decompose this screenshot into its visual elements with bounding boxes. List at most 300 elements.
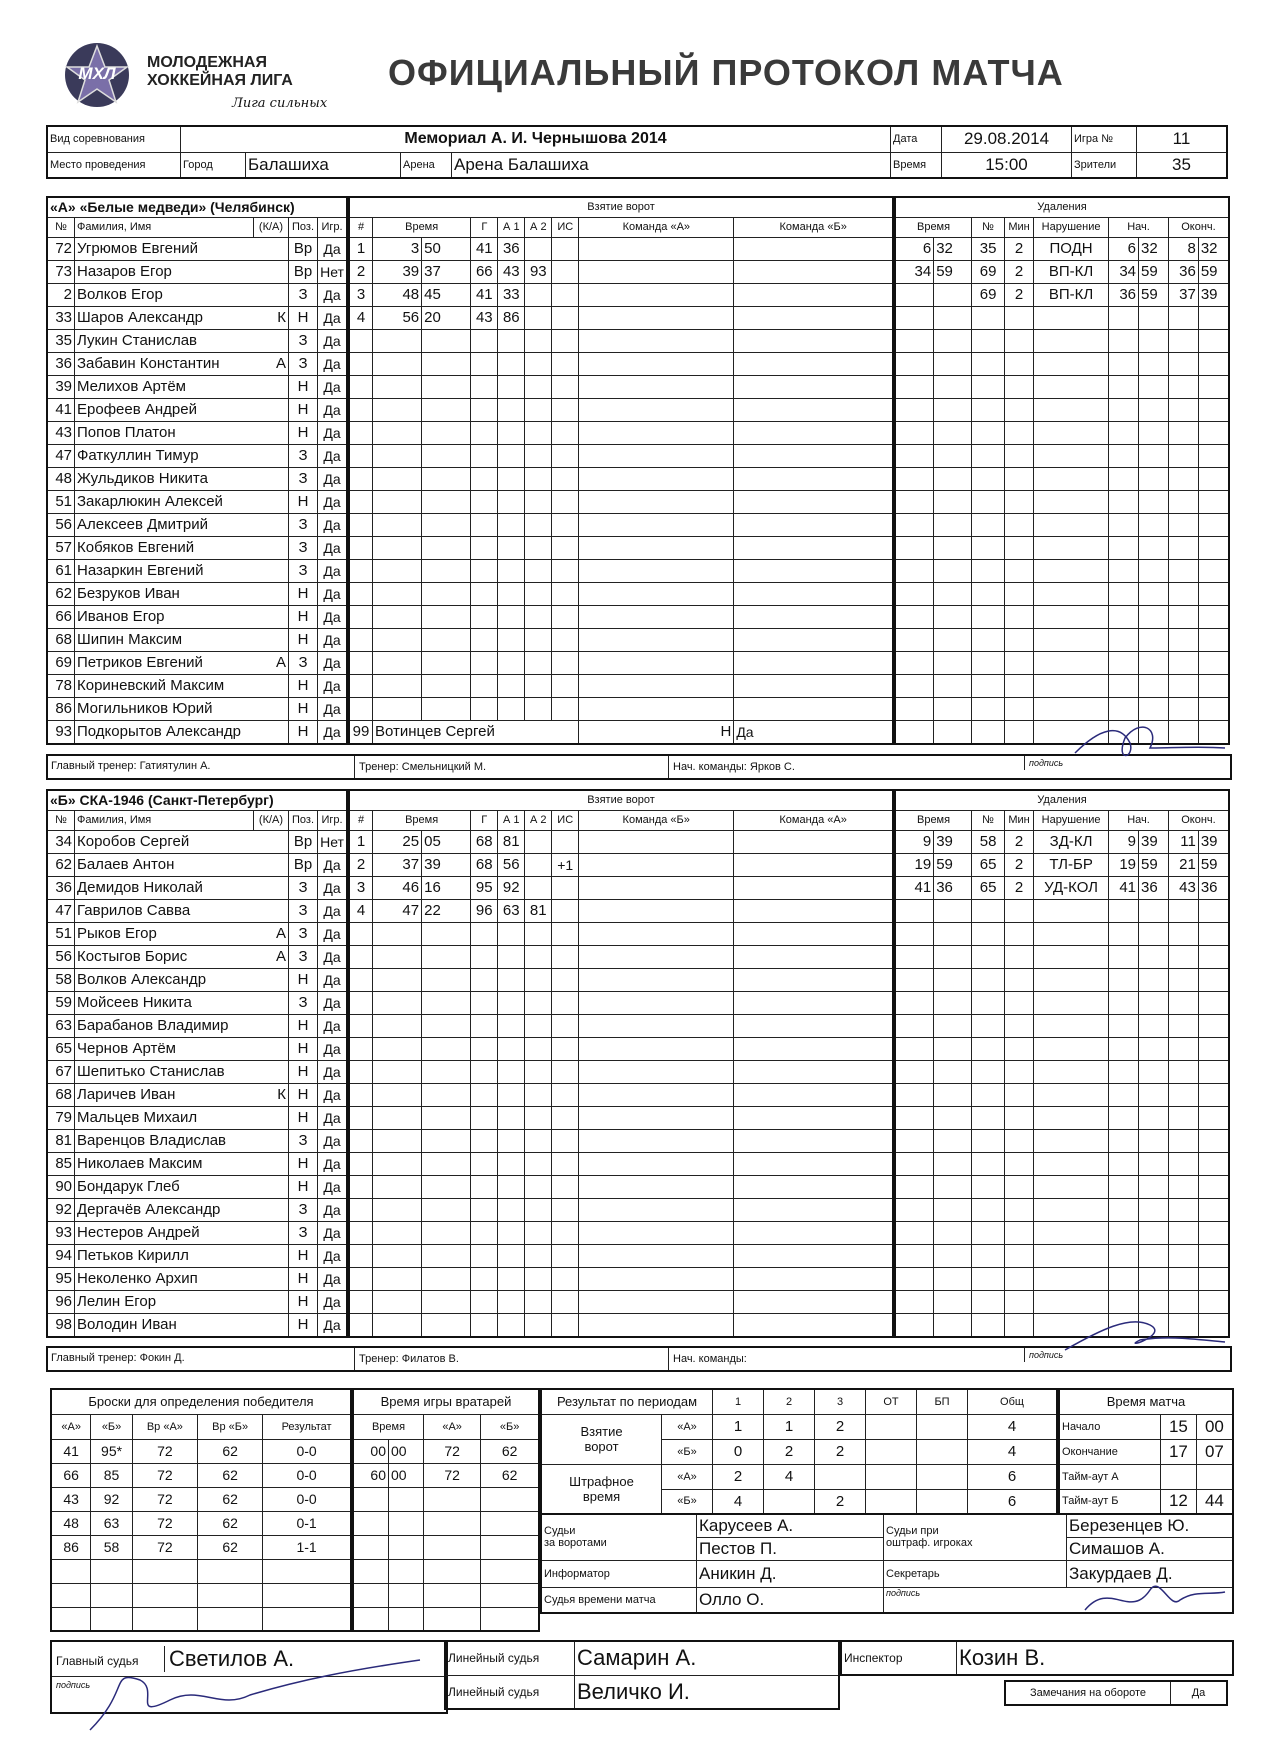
pen-violation xyxy=(1034,628,1109,651)
referee: Светилов А. xyxy=(164,1646,294,1672)
pen-minutes: 2 xyxy=(1005,283,1034,306)
pen-player xyxy=(972,899,1005,922)
goals-against-cell xyxy=(734,237,893,260)
pen-minutes: 2 xyxy=(1005,876,1034,899)
player-position: З xyxy=(289,651,318,674)
date-label: Дата xyxy=(891,126,942,152)
pen-time-sec xyxy=(934,1221,972,1244)
pen-start-sec xyxy=(1139,1083,1169,1106)
pen-b-p3: 2 xyxy=(815,1489,866,1514)
goal-scorer xyxy=(471,1152,498,1175)
goal-assist-1 xyxy=(498,1152,525,1175)
pen-violation xyxy=(1034,1060,1109,1083)
table-row xyxy=(47,651,347,674)
goalie-a xyxy=(424,1607,481,1631)
pen-player xyxy=(972,1106,1005,1129)
goals-title: Взятие ворот xyxy=(349,790,893,810)
table-row xyxy=(47,899,347,922)
goal-number xyxy=(349,945,373,968)
player-position: З xyxy=(289,329,318,352)
pen-end-min xyxy=(1168,1152,1198,1175)
shootout-cell xyxy=(263,1583,351,1607)
goals-label-1: Взятие xyxy=(580,1424,623,1439)
goal-assist-1 xyxy=(498,444,525,467)
pen-start-sec xyxy=(1139,1152,1169,1175)
goalie-min: 00 xyxy=(353,1439,389,1463)
goal-number xyxy=(349,1244,373,1267)
table-row xyxy=(895,283,1229,306)
col-num: № xyxy=(47,217,75,237)
pen-start-min xyxy=(1109,651,1139,674)
remarks-label: Замечания на обороте xyxy=(1005,1681,1171,1705)
pen-violation xyxy=(1034,651,1109,674)
player-position: З xyxy=(289,1198,318,1221)
player-position: Вр xyxy=(289,237,318,260)
pen-end-min xyxy=(1168,1037,1198,1060)
pen-time-sec xyxy=(934,513,972,536)
pen-minutes xyxy=(1005,628,1034,651)
player-position: Н xyxy=(289,490,318,513)
goals-for-cell xyxy=(579,1290,734,1313)
table-row xyxy=(51,1463,351,1487)
pen-violation xyxy=(1034,1198,1109,1221)
start-min: 00 xyxy=(1196,1414,1233,1439)
player-name: Фаткуллин Тимур xyxy=(75,444,254,467)
goal-assist-2 xyxy=(525,945,552,968)
table-row xyxy=(349,697,893,720)
pen-time-min xyxy=(895,1083,934,1106)
pen-b-total: 6 xyxy=(968,1489,1058,1514)
player-number: 81 xyxy=(47,1129,75,1152)
table-row xyxy=(895,1198,1229,1221)
table-row xyxy=(895,651,1229,674)
player-played: Да xyxy=(318,674,348,697)
goal-minute: 37 xyxy=(373,853,422,876)
pen-end-min xyxy=(1168,628,1198,651)
player-position: З xyxy=(289,559,318,582)
pen-minutes: 2 xyxy=(1005,237,1034,260)
goal-situation xyxy=(552,1175,579,1198)
goal-assist-1 xyxy=(498,329,525,352)
team-a-players xyxy=(46,196,348,745)
player-role xyxy=(254,605,289,628)
goal-scorer xyxy=(471,922,498,945)
pen-start-min xyxy=(1109,605,1139,628)
goalie-b: 62 xyxy=(481,1463,539,1487)
period-team-b: «Б» xyxy=(662,1439,713,1464)
shootout-cell: 62 xyxy=(198,1487,263,1511)
pen-start-min xyxy=(1109,559,1139,582)
player-name: Мальцев Михаил xyxy=(75,1106,254,1129)
goal-situation xyxy=(552,1290,579,1313)
pen-start-min xyxy=(1109,329,1139,352)
table-row xyxy=(895,559,1229,582)
pen-minutes xyxy=(1005,1014,1034,1037)
pen-minutes xyxy=(1005,1267,1034,1290)
pen-start-min xyxy=(1109,467,1139,490)
pen-time-sec xyxy=(934,1037,972,1060)
pen-label-1: Штрафное xyxy=(569,1473,634,1489)
goalie-b: 62 xyxy=(481,1439,539,1463)
shootout-cell xyxy=(91,1607,132,1631)
goals-for-cell xyxy=(579,1267,734,1290)
goal-assist-1 xyxy=(498,1060,525,1083)
player-role xyxy=(254,329,289,352)
goalie-a: 72 xyxy=(424,1439,481,1463)
pen-start-min xyxy=(1109,398,1139,421)
player-role: А xyxy=(254,352,289,375)
player-name: Иванов Егор xyxy=(75,605,254,628)
pen-player: 65 xyxy=(972,853,1005,876)
goalie-sec xyxy=(389,1535,424,1559)
shootout-cell xyxy=(51,1583,91,1607)
goal-second xyxy=(422,375,471,398)
pen-start-sec xyxy=(1139,582,1169,605)
goal-situation xyxy=(552,421,579,444)
table-row xyxy=(349,1198,893,1221)
box-judge-1: Березенцев Ю. xyxy=(1067,1514,1234,1537)
player-played: Да xyxy=(318,991,348,1014)
goal-number xyxy=(349,1198,373,1221)
table-row xyxy=(349,444,893,467)
goal-scorer xyxy=(471,398,498,421)
goalie-b xyxy=(481,1583,539,1607)
col-pen-min: Мин xyxy=(1005,217,1034,237)
team-a-sign-label: подпись xyxy=(1024,756,1063,770)
goal-assist-1: 36 xyxy=(498,237,525,260)
table-row xyxy=(349,1106,893,1129)
goal-situation xyxy=(552,237,579,260)
goals-for-cell xyxy=(579,968,734,991)
pen-start-min xyxy=(1109,1129,1139,1152)
goal-minute xyxy=(373,1037,422,1060)
player-position: Н xyxy=(289,697,318,720)
goalie-a xyxy=(424,1535,481,1559)
goals-for-cell xyxy=(579,1221,734,1244)
goal-assist-2 xyxy=(525,237,552,260)
goal-judge-1: Карусеев А. xyxy=(697,1514,884,1537)
player-number: 69 xyxy=(47,651,75,674)
player-number: 98 xyxy=(47,1313,75,1337)
goals-against-cell xyxy=(734,1267,893,1290)
pen-time-sec xyxy=(934,1106,972,1129)
goal-assist-1 xyxy=(498,945,525,968)
pen-end-min: 43 xyxy=(1168,876,1198,899)
shootout-cell: 1-1 xyxy=(263,1535,351,1559)
team-b-staff xyxy=(46,1346,1232,1372)
comp-value: Мемориал А. И. Чернышова 2014 xyxy=(181,126,891,152)
player-name: Безруков Иван xyxy=(75,582,254,605)
goals-for-cell xyxy=(579,899,734,922)
table-row xyxy=(895,1106,1229,1129)
team-a-coach: Гатиятулин А. xyxy=(139,760,211,772)
player-role xyxy=(254,582,289,605)
col-team-for: Команда «А» xyxy=(579,217,734,237)
table-row xyxy=(47,237,347,260)
goal-scorer xyxy=(471,444,498,467)
goal-situation xyxy=(552,1060,579,1083)
pen-time-sec xyxy=(934,467,972,490)
pen-minutes xyxy=(1005,421,1034,444)
comp-label: Вид соревнования xyxy=(47,126,181,152)
team-b-sign-label: подпись xyxy=(1024,1348,1063,1362)
team-b-players xyxy=(46,789,348,1338)
goals-for-cell xyxy=(579,329,734,352)
arena-value: Арена Балашиха xyxy=(452,152,891,178)
team-a-penalties xyxy=(894,196,1230,745)
pen-end-sec: 32 xyxy=(1198,237,1229,260)
goal-minute xyxy=(373,513,422,536)
player-role: К xyxy=(254,306,289,329)
shootout-col-h_gkb: Вр «Б» xyxy=(198,1414,263,1439)
goal-scorer: 43 xyxy=(471,306,498,329)
pen-minutes xyxy=(1005,968,1034,991)
pen-start-min xyxy=(1109,1014,1139,1037)
goalie-sec xyxy=(389,1487,424,1511)
player-played: Да xyxy=(318,490,348,513)
goal-minute: 46 xyxy=(373,876,422,899)
table-row xyxy=(51,1583,351,1607)
pen-time-sec xyxy=(934,605,972,628)
goal-assist-1 xyxy=(498,513,525,536)
pen-minutes xyxy=(1005,582,1034,605)
goal-assist-2 xyxy=(525,513,552,536)
table-row xyxy=(349,306,893,329)
goals-for-cell xyxy=(579,651,734,674)
col-goal-situation: ИС xyxy=(552,217,579,237)
goals-for-cell xyxy=(579,490,734,513)
player-number: 72 xyxy=(47,237,75,260)
player-name: Жульдиков Никита xyxy=(75,467,254,490)
pen-violation xyxy=(1034,582,1109,605)
goals-against-cell xyxy=(734,467,893,490)
player-role xyxy=(254,1175,289,1198)
pen-end-min xyxy=(1168,490,1198,513)
pen-violation xyxy=(1034,513,1109,536)
officials-sign-label: подпись xyxy=(884,1587,1234,1613)
table-row xyxy=(895,876,1229,899)
goal-number xyxy=(349,1060,373,1083)
pen-start-sec xyxy=(1139,329,1169,352)
goal-second xyxy=(422,1267,471,1290)
goals-against-cell xyxy=(734,830,893,853)
pen-end-min xyxy=(1168,605,1198,628)
table-row xyxy=(349,1290,893,1313)
pen-player xyxy=(972,421,1005,444)
team-b-trainer-label: Тренер: xyxy=(359,1353,399,1365)
pen-time-sec xyxy=(934,375,972,398)
goal-situation xyxy=(552,513,579,536)
shootout-cell xyxy=(263,1607,351,1631)
timekeeper-label: Судья времени матча xyxy=(541,1587,697,1613)
goal-number xyxy=(349,1175,373,1198)
goal-scorer xyxy=(471,582,498,605)
time-value: 15:00 xyxy=(942,152,1072,178)
pen-start-min xyxy=(1109,375,1139,398)
goalie-min xyxy=(353,1607,389,1631)
player-played: Да xyxy=(318,876,348,899)
player-role: А xyxy=(254,922,289,945)
pen-minutes: 2 xyxy=(1005,853,1034,876)
player-played: Да xyxy=(318,1037,348,1060)
shootout-cell xyxy=(132,1583,197,1607)
pen-end-sec xyxy=(1198,536,1229,559)
goal-second xyxy=(422,513,471,536)
pen-player xyxy=(972,628,1005,651)
pen-a-p1: 2 xyxy=(713,1464,764,1489)
goal-assist-2 xyxy=(525,421,552,444)
table-row xyxy=(349,1014,893,1037)
pen-end-sec xyxy=(1198,1175,1229,1198)
team-title: «А» «Белые медведи» (Челябинск) xyxy=(47,197,347,217)
goalie-a xyxy=(424,1487,481,1511)
goals-against-cell xyxy=(734,1083,893,1106)
pen-time-min xyxy=(895,1290,934,1313)
pen-start-min: 34 xyxy=(1109,260,1139,283)
goal-second: 50 xyxy=(422,237,471,260)
pen-time-sec xyxy=(934,329,972,352)
player-position: Н xyxy=(289,1152,318,1175)
goal-number xyxy=(349,628,373,651)
goalie-min xyxy=(353,1559,389,1583)
goal-scorer xyxy=(471,513,498,536)
pen-b-so xyxy=(917,1489,968,1514)
goals-against-cell xyxy=(734,421,893,444)
player-position: З xyxy=(289,536,318,559)
table-row xyxy=(895,790,1229,810)
goal-scorer xyxy=(471,651,498,674)
goal-number xyxy=(349,582,373,605)
goal-assist-2 xyxy=(525,1290,552,1313)
pen-time-sec xyxy=(934,490,972,513)
table-row xyxy=(895,329,1229,352)
pen-time-sec: 36 xyxy=(934,876,972,899)
pen-minutes xyxy=(1005,720,1034,744)
table-row xyxy=(895,968,1229,991)
pen-start-sec xyxy=(1139,513,1169,536)
pen-time-min xyxy=(895,1152,934,1175)
goal-assist-1: 33 xyxy=(498,283,525,306)
goal-assist-2 xyxy=(525,1221,552,1244)
pen-minutes xyxy=(1005,651,1034,674)
goal-assist-2 xyxy=(525,582,552,605)
signature-team-a xyxy=(1070,718,1230,768)
goal-minute: 56 xyxy=(373,306,422,329)
period-pen-team-a: «А» xyxy=(662,1464,713,1489)
table-row xyxy=(47,1313,347,1337)
goalie-sec xyxy=(389,1511,424,1535)
player-role: А xyxy=(254,651,289,674)
table-row xyxy=(353,1463,539,1487)
goalie-min xyxy=(353,1487,389,1511)
goal-second xyxy=(422,1221,471,1244)
goal-second xyxy=(422,1060,471,1083)
goals-against-cell xyxy=(734,444,893,467)
goal-number xyxy=(349,674,373,697)
player-played: Да xyxy=(318,444,348,467)
table-row xyxy=(47,853,347,876)
table-row xyxy=(47,398,347,421)
player-played: Да xyxy=(318,922,348,945)
pen-start-min xyxy=(1109,1244,1139,1267)
table-row xyxy=(47,375,347,398)
team-a-trainer: Смельницкий М. xyxy=(401,761,487,773)
table-row xyxy=(349,1313,893,1337)
goals-for-cell xyxy=(579,421,734,444)
player-role xyxy=(254,1014,289,1037)
goal-scorer xyxy=(471,605,498,628)
pen-player xyxy=(972,697,1005,720)
goal-assist-1 xyxy=(498,490,525,513)
goal-assist-2 xyxy=(525,1313,552,1337)
col-pen-start: Нач. xyxy=(1109,810,1169,830)
goal-situation xyxy=(552,605,579,628)
pen-player xyxy=(972,1014,1005,1037)
table-row xyxy=(47,876,347,899)
informer: Аникин Д. xyxy=(697,1560,884,1587)
player-role xyxy=(254,513,289,536)
table-row xyxy=(47,329,347,352)
pen-player xyxy=(972,1267,1005,1290)
pen-minutes xyxy=(1005,1106,1034,1129)
player-position: Н xyxy=(289,1060,318,1083)
goals-against-cell xyxy=(734,628,893,651)
goal-minute xyxy=(373,1175,422,1198)
goal-number xyxy=(349,444,373,467)
goal-number xyxy=(349,991,373,1014)
goal-second xyxy=(422,582,471,605)
pen-time-min xyxy=(895,283,934,306)
player-played: Да xyxy=(318,582,348,605)
goal-assist-2 xyxy=(525,1129,552,1152)
table-row xyxy=(353,1487,539,1511)
table-row xyxy=(895,605,1229,628)
col-goal-num: # xyxy=(349,217,373,237)
pen-violation xyxy=(1034,697,1109,720)
shootout-cell: 92 xyxy=(91,1487,132,1511)
table-row xyxy=(895,674,1229,697)
goal-scorer xyxy=(471,1106,498,1129)
period-h-ot: ОТ xyxy=(866,1389,917,1414)
table-row xyxy=(51,1439,351,1463)
goals-against-cell xyxy=(734,1244,893,1267)
informer-label: Информатор xyxy=(541,1560,697,1587)
goal-second xyxy=(422,398,471,421)
goal-assist-1 xyxy=(498,398,525,421)
goal-minute xyxy=(373,1267,422,1290)
goal-number xyxy=(349,398,373,421)
col-pen-start: Нач. xyxy=(1109,217,1169,237)
goal-minute: 48 xyxy=(373,283,422,306)
pen-time-sec xyxy=(934,945,972,968)
periods-title: Результат по периодам xyxy=(541,1389,713,1414)
goal-minute xyxy=(373,467,422,490)
pen-start-sec xyxy=(1139,628,1169,651)
table-row xyxy=(349,1129,893,1152)
goal-situation xyxy=(552,1106,579,1129)
player-played: Да xyxy=(318,1129,348,1152)
goal-situation xyxy=(552,1152,579,1175)
table-row xyxy=(353,1535,539,1559)
table-row xyxy=(349,1175,893,1198)
player-number: 2 xyxy=(47,283,75,306)
player-role: К xyxy=(254,1083,289,1106)
pen-end-min xyxy=(1168,674,1198,697)
pen-time-sec xyxy=(934,1175,972,1198)
goal-second xyxy=(422,922,471,945)
pen-time-sec xyxy=(934,674,972,697)
goal-number xyxy=(349,651,373,674)
